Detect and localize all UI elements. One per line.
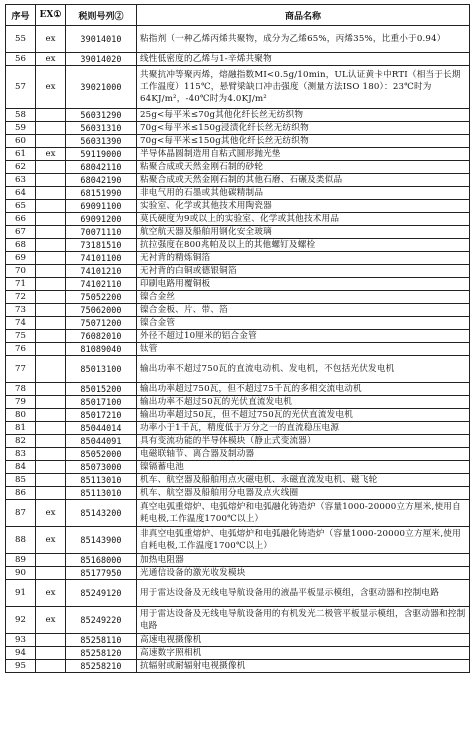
row-tariff-code: 75071200 [66, 317, 137, 330]
row-tariff-code: 75062000 [66, 304, 137, 317]
row-serial-number: 85 [6, 474, 36, 487]
table-row [6, 409, 470, 422]
row-serial-number: 58 [6, 109, 36, 122]
row-ex-mark [36, 239, 66, 252]
row-ex-mark [36, 161, 66, 174]
row-ex-mark [36, 265, 66, 278]
table-row [6, 213, 470, 226]
table-row [6, 161, 470, 174]
table-row [6, 383, 470, 396]
row-tariff-code: 85258110 [66, 634, 137, 647]
table-row [6, 148, 470, 161]
row-ex-mark [36, 330, 66, 343]
row-tariff-code: 68042110 [66, 161, 137, 174]
header-ex-mark: EX① [36, 5, 66, 26]
row-ex-mark [36, 660, 66, 673]
row-ex-mark [36, 448, 66, 461]
row-ex-mark [36, 422, 66, 435]
row-product-name: 输出功率超过50瓦，但不超过750瓦的光伏直流发电机 [137, 409, 470, 422]
table-row [6, 422, 470, 435]
row-product-name: 功率小于1千瓦，精度低于万分之一的直流稳压电源 [137, 422, 470, 435]
table-body [6, 26, 470, 673]
row-serial-number: 76 [6, 343, 36, 356]
table-row [6, 500, 470, 527]
row-product-name: 用于雷达设备及无线电导航设备用的有机发光二极管平板显示模组，含驱动器和控制电路 [137, 607, 470, 634]
row-tariff-code: 85249120 [66, 580, 137, 607]
table-row [6, 448, 470, 461]
row-tariff-code: 74102110 [66, 278, 137, 291]
row-ex-mark [36, 304, 66, 317]
table-row [6, 135, 470, 148]
row-serial-number: 72 [6, 291, 36, 304]
table-row [6, 66, 470, 109]
row-product-name: 镍镉蓄电池 [137, 461, 470, 474]
row-product-name: 加热电阻器 [137, 554, 470, 567]
row-ex-mark [36, 474, 66, 487]
row-serial-number: 88 [6, 527, 36, 554]
row-tariff-code: 85017210 [66, 409, 137, 422]
table-row [6, 122, 470, 135]
row-serial-number: 65 [6, 200, 36, 213]
table-row [6, 317, 470, 330]
row-product-name: 机车、航空器及船舶用分电器及点火线圈 [137, 487, 470, 500]
row-tariff-code: 81089040 [66, 343, 137, 356]
row-tariff-code: 68151990 [66, 187, 137, 200]
row-tariff-code: 85073000 [66, 461, 137, 474]
row-product-name: 实验室、化学或其他技术用陶瓷器 [137, 200, 470, 213]
header-tariff-code: 税则号列② [66, 5, 137, 26]
row-tariff-code: 85113010 [66, 474, 137, 487]
table-row [6, 187, 470, 200]
row-product-name: 非电气用的石墨或其他碳精制品 [137, 187, 470, 200]
row-ex-mark [36, 409, 66, 422]
row-ex-mark [36, 396, 66, 409]
row-serial-number: 69 [6, 252, 36, 265]
row-serial-number: 63 [6, 174, 36, 187]
row-tariff-code: 75052200 [66, 291, 137, 304]
row-serial-number: 83 [6, 448, 36, 461]
row-tariff-code: 85143900 [66, 527, 137, 554]
row-product-name: 粘指剂（一种乙烯丙烯共聚物，成分为乙烯65%，丙烯35%，比重小于0.94） [137, 26, 470, 53]
table-row [6, 252, 470, 265]
row-product-name: 粘聚合成或天然金刚石制的砂轮 [137, 161, 470, 174]
tariff-table [5, 4, 470, 673]
row-serial-number: 91 [6, 580, 36, 607]
table-row [6, 343, 470, 356]
row-ex-mark: ex [36, 148, 66, 161]
row-tariff-code: 85143200 [66, 500, 137, 527]
table-row [6, 174, 470, 187]
row-serial-number: 78 [6, 383, 36, 396]
row-ex-mark [36, 122, 66, 135]
row-tariff-code: 56031310 [66, 122, 137, 135]
row-ex-mark [36, 435, 66, 448]
row-tariff-code: 85017100 [66, 396, 137, 409]
row-product-name: 光通信设备的激光收发模块 [137, 567, 470, 580]
row-serial-number: 80 [6, 409, 36, 422]
row-product-name: 无衬背的白铜或德银铜箔 [137, 265, 470, 278]
table-row [6, 567, 470, 580]
table-row [6, 356, 470, 383]
row-serial-number: 57 [6, 66, 36, 109]
row-product-name: 输出功率超过750瓦，但不超过75千瓦的多相交流电动机 [137, 383, 470, 396]
row-product-name: 镍合金丝 [137, 291, 470, 304]
row-product-name: 输出功率不超过50瓦的光伏直流发电机 [137, 396, 470, 409]
row-product-name: 输出功率不超过750瓦的直流电动机、发电机，不包括光伏发电机 [137, 356, 470, 383]
header-product-name: 商品名称 [137, 5, 470, 26]
table-row [6, 435, 470, 448]
table-row [6, 527, 470, 554]
row-serial-number: 89 [6, 554, 36, 567]
table-row [6, 278, 470, 291]
row-ex-mark [36, 291, 66, 304]
row-tariff-code: 85052000 [66, 448, 137, 461]
row-serial-number: 75 [6, 330, 36, 343]
row-tariff-code: 76082010 [66, 330, 137, 343]
table-row [6, 660, 470, 673]
row-tariff-code: 39014020 [66, 53, 137, 66]
table-row [6, 580, 470, 607]
row-product-name: 机车、航空器及船舶用点火磁电机、永磁直流发电机、磁飞轮 [137, 474, 470, 487]
table-row [6, 461, 470, 474]
row-ex-mark [36, 174, 66, 187]
row-ex-mark [36, 647, 66, 660]
row-serial-number: 62 [6, 161, 36, 174]
row-tariff-code: 85258210 [66, 660, 137, 673]
table-row [6, 396, 470, 409]
row-product-name: 线性低密度的乙烯与1-辛烯共聚物 [137, 53, 470, 66]
row-ex-mark [36, 278, 66, 291]
row-product-name: 25g<每平米≤70g其他化纤长丝无纺织物 [137, 109, 470, 122]
row-product-name: 镍合金管 [137, 317, 470, 330]
row-tariff-code: 85044091 [66, 435, 137, 448]
row-tariff-code: 85013100 [66, 356, 137, 383]
row-serial-number: 64 [6, 187, 36, 200]
row-tariff-code: 70071110 [66, 226, 137, 239]
row-ex-mark [36, 634, 66, 647]
table-row [6, 634, 470, 647]
row-serial-number: 93 [6, 634, 36, 647]
row-ex-mark: ex [36, 66, 66, 109]
table-row [6, 474, 470, 487]
row-ex-mark [36, 461, 66, 474]
row-serial-number: 66 [6, 213, 36, 226]
row-product-name: 高速电视摄像机 [137, 634, 470, 647]
table-row [6, 226, 470, 239]
row-product-name: 真空电弧重熔炉、电弧熔炉和电弧融化铸造炉（容量1000-20000立方厘米,使用自耗电极,工作温度1700℃以上） [137, 500, 470, 527]
row-ex-mark [36, 317, 66, 330]
row-product-name: 共聚抗冲等聚丙烯，熔融指数MI<0.5g/10min，UL认证黄卡中RTI（相当于长期工作温度）115℃，悬臂梁缺口冲击强度（测量方法ISO 180）：23℃时为64KJ/m²，-40℃时为4.0KJ/m² [137, 66, 470, 109]
header-serial-number: 序号 [6, 5, 36, 26]
row-tariff-code: 68042190 [66, 174, 137, 187]
row-tariff-code: 39014010 [66, 26, 137, 53]
table-row [6, 53, 470, 66]
row-ex-mark [36, 343, 66, 356]
row-tariff-code: 69091100 [66, 200, 137, 213]
table-row [6, 265, 470, 278]
row-ex-mark [36, 109, 66, 122]
row-product-name: 用于雷达设备及无线电导航设备用的液晶平板显示模组，含驱动器和控制电路 [137, 580, 470, 607]
row-serial-number: 56 [6, 53, 36, 66]
table-row [6, 291, 470, 304]
row-product-name: 莫氏硬度为9或以上的实验室、化学或其他技术用品 [137, 213, 470, 226]
row-product-name: 电磁联轴节、离合器及制动器 [137, 448, 470, 461]
table-row [6, 239, 470, 252]
row-serial-number: 60 [6, 135, 36, 148]
row-tariff-code: 59119000 [66, 148, 137, 161]
row-serial-number: 84 [6, 461, 36, 474]
row-serial-number: 94 [6, 647, 36, 660]
row-product-name: 印刷电路用覆铜板 [137, 278, 470, 291]
row-tariff-code: 69091200 [66, 213, 137, 226]
table-row [6, 26, 470, 53]
row-ex-mark [36, 213, 66, 226]
row-product-name: 非真空电弧重熔炉、电弧熔炉和电弧融化铸造炉（容量1000-20000立方厘米,使用自耗电极,工作温度1700℃以上） [137, 527, 470, 554]
row-ex-mark [36, 567, 66, 580]
row-product-name: 高速数字照相机 [137, 647, 470, 660]
row-serial-number: 71 [6, 278, 36, 291]
table-row [6, 304, 470, 317]
row-tariff-code: 85258120 [66, 647, 137, 660]
row-serial-number: 86 [6, 487, 36, 500]
row-tariff-code: 74101210 [66, 265, 137, 278]
row-serial-number: 59 [6, 122, 36, 135]
row-product-name: 70g<每平米≤150g其他化纤长丝无纺织物 [137, 135, 470, 148]
row-ex-mark [36, 356, 66, 383]
row-tariff-code: 74101100 [66, 252, 137, 265]
row-ex-mark [36, 187, 66, 200]
row-tariff-code: 56031390 [66, 135, 137, 148]
table-header-row [6, 5, 470, 26]
row-serial-number: 95 [6, 660, 36, 673]
row-product-name: 钛管 [137, 343, 470, 356]
table-row [6, 330, 470, 343]
row-ex-mark [36, 135, 66, 148]
table-row [6, 607, 470, 634]
row-ex-mark [36, 554, 66, 567]
row-product-name: 70g<每平米≤150g浸渍化纤长丝无纺织物 [137, 122, 470, 135]
row-ex-mark: ex [36, 500, 66, 527]
table-row [6, 109, 470, 122]
table-row [6, 554, 470, 567]
row-product-name: 航空航天器及船舶用钢化安全玻璃 [137, 226, 470, 239]
row-serial-number: 77 [6, 356, 36, 383]
row-product-name: 半导体晶圆制造用自粘式圆形抛光垫 [137, 148, 470, 161]
row-ex-mark [36, 487, 66, 500]
row-product-name: 具有变流功能的半导体模块（静止式变流器） [137, 435, 470, 448]
row-tariff-code: 56031290 [66, 109, 137, 122]
row-product-name: 抗辐射或耐辐射电视摄像机 [137, 660, 470, 673]
row-ex-mark: ex [36, 580, 66, 607]
row-serial-number: 61 [6, 148, 36, 161]
row-serial-number: 70 [6, 265, 36, 278]
row-tariff-code: 85044014 [66, 422, 137, 435]
row-ex-mark [36, 252, 66, 265]
row-product-name: 无衬背的精炼铜箔 [137, 252, 470, 265]
row-tariff-code: 85168000 [66, 554, 137, 567]
row-ex-mark [36, 226, 66, 239]
row-ex-mark [36, 383, 66, 396]
row-serial-number: 67 [6, 226, 36, 239]
row-serial-number: 79 [6, 396, 36, 409]
row-serial-number: 73 [6, 304, 36, 317]
row-product-name: 镍合金板、片、带、箔 [137, 304, 470, 317]
row-product-name: 外径不超过10厘米的铝合金管 [137, 330, 470, 343]
table-row [6, 647, 470, 660]
row-serial-number: 81 [6, 422, 36, 435]
row-tariff-code: 85113010 [66, 487, 137, 500]
row-ex-mark: ex [36, 53, 66, 66]
row-serial-number: 92 [6, 607, 36, 634]
row-ex-mark: ex [36, 607, 66, 634]
row-product-name: 抗拉强度在800兆帕及以上的其他螺钉及螺栓 [137, 239, 470, 252]
row-serial-number: 82 [6, 435, 36, 448]
row-serial-number: 74 [6, 317, 36, 330]
row-tariff-code: 73181510 [66, 239, 137, 252]
row-serial-number: 55 [6, 26, 36, 53]
row-tariff-code: 85015200 [66, 383, 137, 396]
row-tariff-code: 39021000 [66, 66, 137, 109]
row-tariff-code: 85249220 [66, 607, 137, 634]
row-ex-mark: ex [36, 527, 66, 554]
row-tariff-code: 85177950 [66, 567, 137, 580]
row-ex-mark [36, 200, 66, 213]
row-serial-number: 90 [6, 567, 36, 580]
row-serial-number: 68 [6, 239, 36, 252]
row-ex-mark: ex [36, 26, 66, 53]
row-serial-number: 87 [6, 500, 36, 527]
row-product-name: 粘聚合成或天然金刚石制的其他石磨、石碾及类似品 [137, 174, 470, 187]
table-row [6, 200, 470, 213]
table-row [6, 487, 470, 500]
